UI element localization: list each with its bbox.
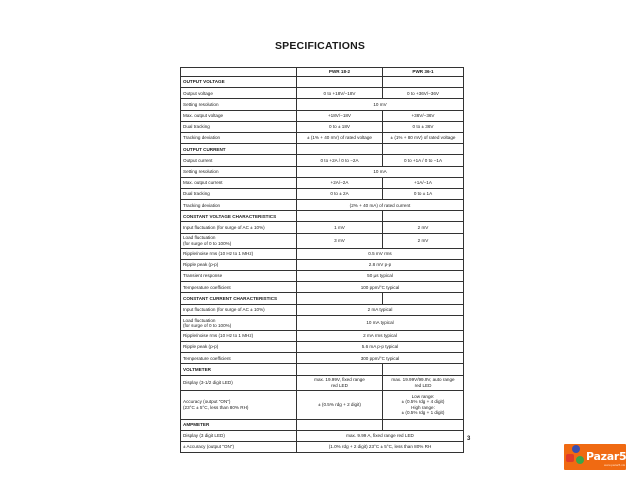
section-heading: OUTPUT VOLTAGE [181, 77, 297, 88]
table-row [181, 390, 464, 419]
section-heading: VOLTMETER [181, 364, 297, 375]
row-label-line2: (23°C ± 5°C, less than 80% RH) [183, 404, 249, 410]
row-label: Input fluctuation (for surge of AC ± 10%) [181, 222, 297, 233]
table-row [181, 88, 464, 99]
section-heading-row [181, 144, 464, 155]
table-row [181, 430, 464, 441]
value-pwr-36-1: 0 to ± 1A [383, 188, 464, 199]
row-label-line1: Accuracy (output "ON") [183, 399, 231, 405]
value-pwr-36-1: 0 to ± 36V [383, 121, 464, 132]
row-label: Max. output voltage [181, 110, 297, 121]
value-pwr-18-2: ± (0.5% rdg + 2 digit) [297, 390, 383, 419]
table-row [181, 259, 464, 270]
row-label: Output voltage [181, 88, 297, 99]
row-label: ± Accuracy (output "ON") [181, 441, 297, 452]
row-label [181, 390, 297, 419]
value-line: Low range: [411, 394, 435, 400]
value-both: 5.6 mA p-p typical [297, 341, 464, 352]
value-pwr-18-2: 0 to ± 2A [297, 188, 383, 199]
section-heading-row [181, 364, 464, 375]
value-both: 50 µs typical [297, 271, 464, 282]
table-row [181, 441, 464, 452]
tv-icon [566, 454, 574, 462]
table-row [181, 166, 464, 177]
table-row [181, 375, 464, 390]
value-pwr-36-1 [383, 375, 464, 390]
table-row [181, 341, 464, 352]
value-pwr-18-2 [297, 375, 383, 390]
page-number: 3 [467, 436, 471, 442]
value-pwr-18-2: 0 to +2A / 0 to −2A [297, 155, 383, 166]
table-row [181, 177, 464, 188]
row-label: Ripple peak (p-p) [181, 259, 297, 270]
header-pwr-36-1: PWR 36-1 [383, 68, 464, 77]
table-row [181, 200, 464, 211]
table-row [181, 315, 464, 330]
table-row [181, 188, 464, 199]
value-pwr-36-1: +36V/−36V [383, 110, 464, 121]
value-both: 100 ppm/°C typical [297, 282, 464, 293]
row-label: Ripple peak (p-p) [181, 341, 297, 352]
section-heading: OUTPUT CURRENT [181, 144, 297, 155]
value-pwr-18-2: ± (1% + 40 mV) of rated voltage [297, 132, 383, 143]
table-row [181, 132, 464, 143]
value-pwr-36-1: ± (1% + 80 mV) of rated voltage [383, 132, 464, 143]
row-label-line1: Load fluctuation [183, 235, 216, 241]
row-label: Transient response [181, 271, 297, 282]
row-label: Dual tracking [181, 121, 297, 132]
row-label-line1: Load fluctuation [183, 317, 216, 323]
section-heading: CONSTANT CURRENT CHARACTERISTICS [181, 293, 297, 304]
watermark-logo [564, 444, 636, 470]
value-both: 2 mA typical [297, 304, 464, 315]
header-pwr-18-2: PWR 18-2 [297, 68, 383, 77]
value-both: max. 9.99 A, fixed range red LED [297, 430, 464, 441]
value-both: 2.8 mV p-p [297, 259, 464, 270]
value-both: 2 mA rms typical [297, 330, 464, 341]
section-heading: AMPMETER [181, 419, 297, 430]
table-row [181, 304, 464, 315]
value-pwr-36-1 [383, 390, 464, 419]
value-both: 10 mV [297, 99, 464, 110]
row-label: Display (3 digit LED) [181, 430, 297, 441]
value-pwr-36-1: +1A/−1A [383, 177, 464, 188]
home-icon [572, 445, 580, 453]
value-pwr-18-2: 1 mV [297, 222, 383, 233]
value-pwr-18-2: 0 to ± 18V [297, 121, 383, 132]
value-pwr-18-2: +2A/−2A [297, 177, 383, 188]
value-pwr-36-1: 2 mV [383, 222, 464, 233]
row-label: Output current [181, 155, 297, 166]
table-row [181, 222, 464, 233]
row-label-line2: (for surge of 0 to 100%) [183, 322, 232, 328]
section-heading: CONSTANT VOLTAGE CHARACTERISTICS [181, 211, 297, 222]
table-row [181, 233, 464, 248]
value-line: max. 19.99V/99.9V, auto range [391, 377, 455, 383]
value-pwr-18-2: 3 mV [297, 233, 383, 248]
section-heading-row [181, 293, 464, 304]
table-row [181, 248, 464, 259]
value-pwr-18-2: 0 to +18V/−18V [297, 88, 383, 99]
row-label [181, 233, 297, 248]
section-heading-row [181, 419, 464, 430]
row-label: Tracking deviation [181, 200, 297, 211]
specifications-table [180, 67, 464, 453]
table-row [181, 99, 464, 110]
value-both: 0.5 mV rms [297, 248, 464, 259]
value-both: (1.0% rdg + 2 digit) 23°C ± 5°C, less than 80% RH [297, 441, 464, 452]
watermark-tagline: www.pazar5.mk [604, 463, 626, 467]
table-row [181, 282, 464, 293]
page-title: SPECIFICATIONS [274, 40, 366, 52]
table-row [181, 121, 464, 132]
row-label: Tracking deviation [181, 132, 297, 143]
value-line: High range: [411, 404, 435, 410]
watermark-brand: Pazar5.mk [586, 450, 636, 463]
row-label: Input fluctuation (for surge of AC ± 10%) [181, 304, 297, 315]
row-label: Ripple/noise rms (10 Hz to 1 MHz) [181, 248, 297, 259]
value-both: 300 ppm/°C typical [297, 353, 464, 364]
row-label: Max. output current [181, 177, 297, 188]
value-pwr-36-1: 0 to +36V/−36V [383, 88, 464, 99]
value-pwr-36-1: 2 mV [383, 233, 464, 248]
row-label: Display (3-1/2 digit LED) [181, 375, 297, 390]
value-line: ± (0.5% rdg + 4 digit) [401, 399, 445, 405]
row-label: Setting resolution [181, 166, 297, 177]
table-header-row [181, 68, 464, 77]
table-row [181, 155, 464, 166]
value-line: ± (0.5% rdg + 1 digit) [401, 409, 445, 415]
table-row [181, 330, 464, 341]
value-line: red LED [414, 382, 432, 388]
table-row [181, 353, 464, 364]
value-line: red LED [331, 382, 348, 388]
row-label: Ripple/noise rms (10 Hz to 1 MHz) [181, 330, 297, 341]
table-row [181, 271, 464, 282]
car-icon [576, 456, 584, 464]
value-line: max. 19.99V, fixed range [314, 377, 365, 383]
row-label [181, 315, 297, 330]
section-heading-row [181, 211, 464, 222]
row-label-line2: (for surge of 0 to 100%) [183, 240, 232, 246]
value-pwr-18-2: +18V/−18V [297, 110, 383, 121]
row-label: Setting resolution [181, 99, 297, 110]
section-heading-row [181, 77, 464, 88]
row-label: Dual tracking [181, 188, 297, 199]
value-both: (2% + 40 mA) of rated current [297, 200, 464, 211]
value-pwr-36-1: 0 to +1A / 0 to −1A [383, 155, 464, 166]
header-blank [181, 68, 297, 77]
table-row [181, 110, 464, 121]
value-both: 10 mA typical [297, 315, 464, 330]
value-both: 10 mA [297, 166, 464, 177]
row-label: Temperature coefficient [181, 282, 297, 293]
row-label: Temperature coefficient [181, 353, 297, 364]
